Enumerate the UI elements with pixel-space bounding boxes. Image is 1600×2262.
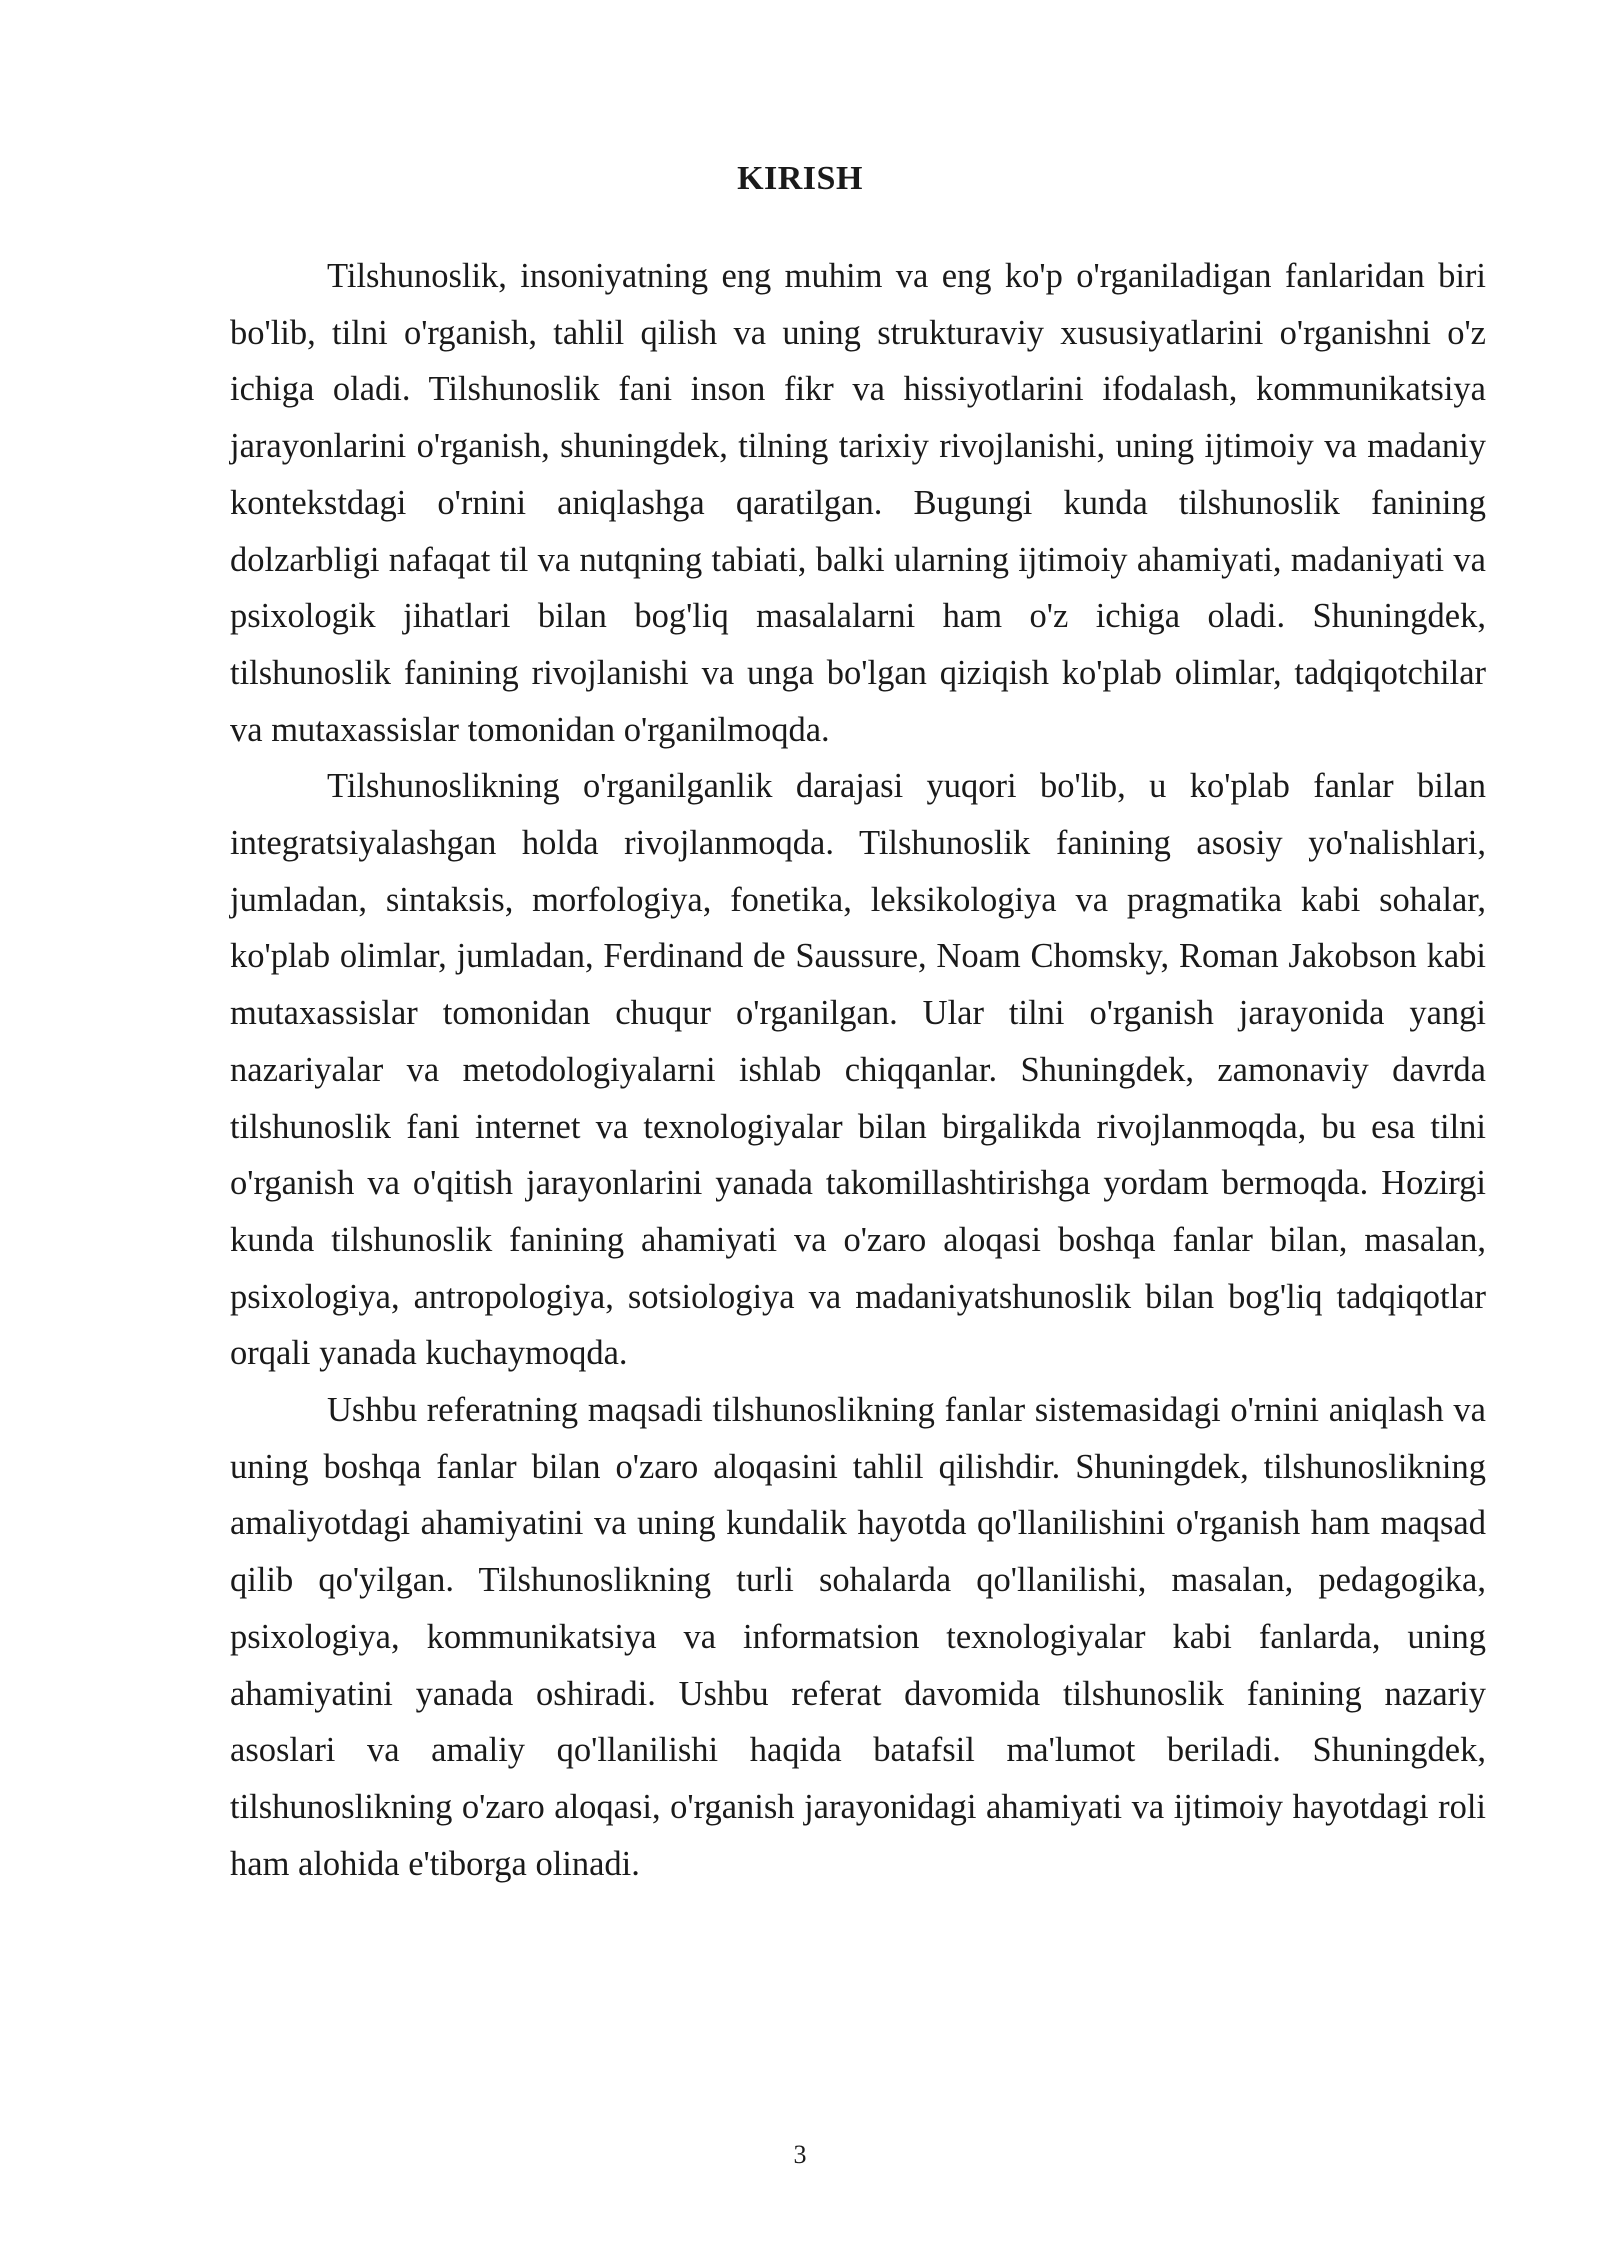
paragraph: Tilshunoslikning o'rganilganlik darajasi yuqori bo'lib, u ko'plab fanlar bilan integratsiyalashgan holda rivojlanmoqda. Tilshunoslik fanining asosiy yo'nalishlari, jumladan, sintaksis, morfologiya, fonetika, leksikologiya va pragmatika kabi sohalar, ko'plab olimlar, jumladan, Ferdinand de Saussure, Noam Chomsky, Roman Jakobson kabi mutaxassislar tomonidan chuqur o'rganilgan. Ular tilni o'rganish jarayonida yangi nazariyalar va metodologiyalarni ishlab chiqqanlar. Shuningdek, zamonaviy davrda tilshunoslik fani internet va texnologiyalar bilan birgalikda rivojlanmoqda, bu esa tilni o'rganish va o'qitish jarayonlarini yanada takomillashtirishga yordam bermoqda. Hozirgi kunda tilshunoslik fanining ahamiyati va o'zaro aloqasi boshqa fanlar bilan, masalan, psixologiya, antropologiya, sotsiologiya va madaniyatshunoslik bilan bog'liq tadqiqotlar orqali yanada kuchaymoqda.	[230, 767, 1486, 1373]
body-text	[230, 248, 1486, 1892]
page-number: 3	[793, 2140, 807, 2169]
paragraph: Ushbu referatning maqsadi tilshunoslikning fanlar sistemasidagi o'rnini aniqlash va uning boshqa fanlar bilan o'zaro aloqasini tahlil qilishdir. Shuningdek, tilshunoslikning amaliyotdagi ahamiyatini va uning kundalik hayotda qo'llanilishini o'rganish ham maqsad qilib qo'yilgan. Tilshunoslikning turli sohalarda qo'llanilishi, masalan, pedagogika, psixologiya, kommunikatsiya va informatsion texnologiyalar kabi fanlarda, uning ahamiyatini yanada oshiradi. Ushbu referat davomida tilshunoslik fanining nazariy asoslari va amaliy qo'llanilishi haqida batafsil ma'lumot beriladi. Shuningdek, tilshunoslikning o'zaro aloqasi, o'rganish jarayonidagi ahamiyati va ijtimoiy hayotdagi roli ham alohida e'tiborga olinadi.	[230, 1391, 1486, 1883]
page-title: KIRISH	[737, 160, 863, 197]
paragraph: Tilshunoslik, insoniyatning eng muhim va eng ko'p o'rganiladigan fanlaridan biri bo'lib, tilni o'rganish, tahlil qilish va uning strukturaviy xususiyatlarini o'rganishni o'z ichiga oladi. Tilshunoslik fani inson fikr va hissiyotlarini ifodalash, kommunikatsiya jarayonlarini o'rganish, shuningdek, tilning tarixiy rivojlanishi, uning ijtimoiy va madaniy kontekstdagi o'rnini aniqlashga qaratilgan. Bugungi kunda tilshunoslik fanining dolzarbligi nafaqat til va nutqning tabiati, balki ularning ijtimoiy ahamiyati, madaniyati va psixologik jihatlari bilan bog'liq masalalarni ham o'z ichiga oladi. Shuningdek, tilshunoslik fanining rivojlanishi va unga bo'lgan qiziqish ko'plab olimlar, tadqiqotchilar va mutaxassislar tomonidan o'rganilmoqda.	[230, 257, 1486, 749]
